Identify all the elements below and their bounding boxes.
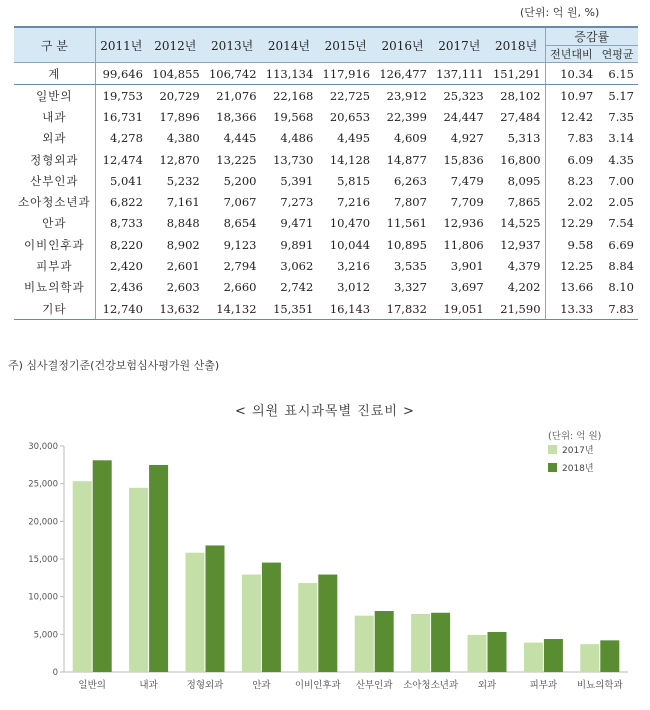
cell: 7,273	[280, 195, 314, 210]
row-label: 계	[14, 63, 95, 85]
bar-2018	[544, 639, 563, 672]
legend-swatch	[548, 445, 557, 454]
y-tick-label: 25,000	[28, 479, 58, 490]
cell: 2.02	[545, 191, 597, 212]
x-category-label: 소아청소년과	[403, 680, 459, 691]
cell: 6.15	[597, 63, 638, 85]
x-category-label: 이비인후과	[294, 680, 341, 691]
cell: 13.66	[545, 277, 597, 298]
bar-2017	[73, 481, 92, 672]
table-row	[14, 149, 638, 170]
header-growth-yoy: 전년대비	[545, 46, 597, 63]
table-row	[14, 170, 638, 191]
bar-2018	[431, 613, 450, 672]
x-category-label: 일반의	[78, 680, 106, 691]
row-label: 정형외과	[14, 149, 95, 170]
x-category-label: 안과	[252, 680, 271, 691]
cell: 25,323	[443, 88, 484, 103]
cell: 8.23	[545, 170, 597, 191]
cell: 12,936	[443, 216, 484, 231]
cell: 3,697	[450, 280, 484, 295]
cell: 106,742	[204, 63, 261, 85]
cell: 7,161	[166, 195, 200, 210]
x-category-label: 피부과	[529, 680, 558, 691]
cell: 7,216	[337, 195, 371, 210]
cell: 12.29	[545, 213, 597, 234]
row-label: 소아청소년과	[14, 191, 95, 212]
cell: 2.05	[608, 195, 634, 210]
cell: 22,725	[329, 88, 371, 103]
cell: 7,807	[393, 195, 427, 210]
cell: 19,753	[102, 88, 143, 103]
row-label: 피부과	[14, 255, 95, 276]
chart-title: < 의원 표시과목별 진료비 >	[235, 404, 415, 419]
cell: 12.42	[545, 106, 597, 127]
cell: 10.34	[545, 63, 597, 85]
cell: 10.97	[545, 85, 597, 107]
cell: 14,128	[329, 152, 371, 167]
cell: 21,076	[216, 88, 257, 103]
cell: 15,836	[443, 152, 484, 167]
cell: 13,730	[273, 152, 314, 167]
cell: 2,420	[109, 259, 143, 274]
cell: 99,646	[95, 63, 147, 85]
cell: 5,200	[223, 173, 257, 188]
cell: 13,225	[216, 152, 257, 167]
cell: 7.00	[608, 173, 634, 188]
header-year: 2016년	[374, 27, 431, 63]
row-label: 산부인과	[14, 170, 95, 191]
cell: 8,220	[109, 237, 143, 252]
bar-2018	[93, 460, 112, 672]
cell: 151,291	[488, 63, 545, 85]
y-tick-label: 5,000	[33, 630, 58, 641]
cell: 12,937	[500, 237, 541, 252]
cell: 8,848	[166, 216, 200, 231]
cell: 7,479	[450, 173, 484, 188]
cell: 28,102	[500, 88, 541, 103]
cell: 13,632	[147, 298, 204, 320]
header-growth: 증감률	[545, 27, 638, 46]
cell: 9,891	[280, 237, 314, 252]
bar-chart	[0, 430, 650, 710]
cell: 5,041	[109, 173, 143, 188]
cell: 8,095	[507, 173, 541, 188]
bar-2018	[600, 640, 619, 672]
cell: 20,653	[329, 109, 371, 124]
cell: 6.69	[608, 237, 634, 252]
header-growth-avg: 연평균	[597, 46, 638, 63]
cell: 14,132	[204, 298, 261, 320]
bar-2018	[318, 575, 337, 672]
cell: 126,477	[374, 63, 431, 85]
stats-table	[14, 26, 638, 320]
cell: 5,313	[507, 131, 541, 146]
cell: 21,590	[488, 298, 545, 320]
x-category-label: 내과	[139, 680, 158, 691]
cell: 9,471	[280, 216, 314, 231]
cell: 16,731	[102, 109, 143, 124]
legend-label: 2018년	[562, 464, 594, 474]
cell: 17,832	[374, 298, 431, 320]
bar-2017	[468, 635, 487, 672]
table-row	[14, 277, 638, 298]
bar-2017	[580, 644, 599, 672]
cell: 19,051	[431, 298, 488, 320]
cell: 4,609	[393, 131, 427, 146]
cell: 11,561	[386, 216, 427, 231]
cell: 13.33	[545, 298, 597, 320]
cell: 10,895	[386, 237, 427, 252]
cell: 10,044	[329, 237, 371, 252]
table-row	[14, 191, 638, 212]
cell: 5,815	[337, 173, 371, 188]
row-label: 외과	[14, 128, 95, 149]
bar-2017	[298, 583, 317, 672]
table-row	[14, 298, 638, 320]
row-label: 일반의	[14, 85, 95, 107]
cell: 4,495	[337, 131, 371, 146]
cell: 3,901	[450, 259, 484, 274]
row-label: 내과	[14, 106, 95, 127]
cell: 2,660	[223, 280, 257, 295]
cell: 9.58	[545, 234, 597, 255]
cell: 117,916	[317, 63, 374, 85]
cell: 7.83	[545, 128, 597, 149]
bar-2017	[411, 614, 430, 672]
cell: 9,123	[223, 237, 257, 252]
header-year: 2015년	[317, 27, 374, 63]
cell: 5.17	[608, 88, 634, 103]
cell: 19,568	[273, 109, 314, 124]
cell: 12,870	[159, 152, 200, 167]
table-row-total	[14, 63, 638, 85]
y-tick-label: 20,000	[28, 517, 58, 528]
bar-2017	[242, 575, 261, 672]
cell: 23,912	[386, 88, 427, 103]
cell: 104,855	[147, 63, 204, 85]
bar-2017	[129, 488, 148, 672]
cell: 2,601	[166, 259, 200, 274]
cell: 7,067	[223, 195, 257, 210]
cell: 6,263	[393, 173, 427, 188]
cell: 137,111	[431, 63, 488, 85]
cell: 10,470	[329, 216, 371, 231]
x-category-label: 외과	[477, 680, 497, 691]
cell: 2,603	[166, 280, 200, 295]
cell: 12.25	[545, 255, 597, 276]
cell: 7.83	[597, 298, 638, 320]
bar-2018	[149, 465, 168, 672]
bar-2018	[488, 632, 507, 672]
cell: 3,327	[393, 280, 427, 295]
cell: 7.35	[608, 109, 634, 124]
x-category-label: 정형외과	[186, 680, 224, 691]
cell: 4,445	[223, 131, 257, 146]
cell: 7,865	[507, 195, 541, 210]
cell: 27,484	[500, 109, 541, 124]
header-year: 2018년	[488, 27, 545, 63]
legend-label: 2017년	[562, 446, 594, 456]
row-label: 비뇨의학과	[14, 277, 95, 298]
table-row	[14, 128, 638, 149]
cell: 16,143	[317, 298, 374, 320]
x-category-label: 산부인과	[355, 680, 393, 691]
cell: 22,399	[386, 109, 427, 124]
cell: 16,800	[500, 152, 541, 167]
cell: 8.84	[608, 259, 634, 274]
table-row	[14, 234, 638, 255]
cell: 2,742	[280, 280, 314, 295]
y-tick-label: 0	[52, 668, 58, 678]
cell: 8,654	[223, 216, 257, 231]
cell: 18,366	[216, 109, 257, 124]
cell: 20,729	[159, 88, 200, 103]
cell: 113,134	[261, 63, 318, 85]
bar-2018	[262, 563, 281, 672]
bar-2018	[375, 611, 394, 672]
cell: 2,436	[109, 280, 143, 295]
cell: 4,486	[280, 131, 314, 146]
cell: 3,535	[393, 259, 427, 274]
cell: 3.14	[608, 131, 634, 146]
cell: 7,709	[450, 195, 484, 210]
row-label: 안과	[14, 213, 95, 234]
cell: 3,012	[337, 280, 371, 295]
cell: 14,525	[500, 216, 541, 231]
header-year: 2012년	[147, 27, 204, 63]
cell: 3,216	[337, 259, 371, 274]
cell: 15,351	[261, 298, 318, 320]
cell: 24,447	[443, 109, 484, 124]
cell: 4.35	[608, 152, 634, 167]
table-row	[14, 213, 638, 234]
table-row	[14, 255, 638, 276]
cell: 4,379	[507, 259, 541, 274]
cell: 4,380	[166, 131, 200, 146]
cell: 11,806	[443, 237, 484, 252]
cell: 4,927	[450, 131, 484, 146]
chart-unit: (단위: 억 원)	[548, 431, 602, 442]
table-row	[14, 106, 638, 127]
cell: 14,877	[386, 152, 427, 167]
cell: 8,902	[166, 237, 200, 252]
cell: 7.54	[608, 216, 634, 231]
bar-2017	[355, 616, 374, 672]
cell: 8.10	[608, 280, 634, 295]
table-unit: (단위: 억 원, %)	[520, 6, 600, 19]
header-year: 2017년	[431, 27, 488, 63]
table-row	[14, 85, 638, 107]
cell: 6,822	[109, 195, 143, 210]
header-category: 구 분	[14, 27, 95, 63]
y-tick-label: 15,000	[28, 555, 58, 565]
cell: 8,733	[109, 216, 143, 231]
header-year: 2014년	[261, 27, 318, 63]
y-tick-label: 30,000	[28, 442, 58, 452]
cell: 3,062	[280, 259, 314, 274]
cell: 6.09	[545, 149, 597, 170]
table-source-note: 주) 심사결정기준(건강보험심사평가원 산출)	[8, 359, 220, 372]
bar-2017	[186, 553, 205, 672]
cell: 4,278	[109, 131, 143, 146]
row-label: 이비인후과	[14, 234, 95, 255]
cell: 5,391	[280, 173, 314, 188]
cell: 5,232	[166, 173, 200, 188]
cell: 2,794	[223, 259, 257, 274]
x-category-label: 비뇨의학과	[576, 680, 623, 691]
header-year: 2013년	[204, 27, 261, 63]
cell: 12,474	[102, 152, 143, 167]
cell: 4,202	[507, 280, 541, 295]
header-year: 2011년	[95, 27, 147, 63]
y-tick-label: 10,000	[28, 592, 58, 603]
row-label: 기타	[14, 298, 95, 320]
cell: 17,896	[159, 109, 200, 124]
cell: 22,168	[273, 88, 314, 103]
cell: 12,740	[95, 298, 147, 320]
legend-swatch	[548, 463, 557, 472]
bar-2018	[206, 545, 225, 672]
bar-2017	[524, 643, 543, 672]
